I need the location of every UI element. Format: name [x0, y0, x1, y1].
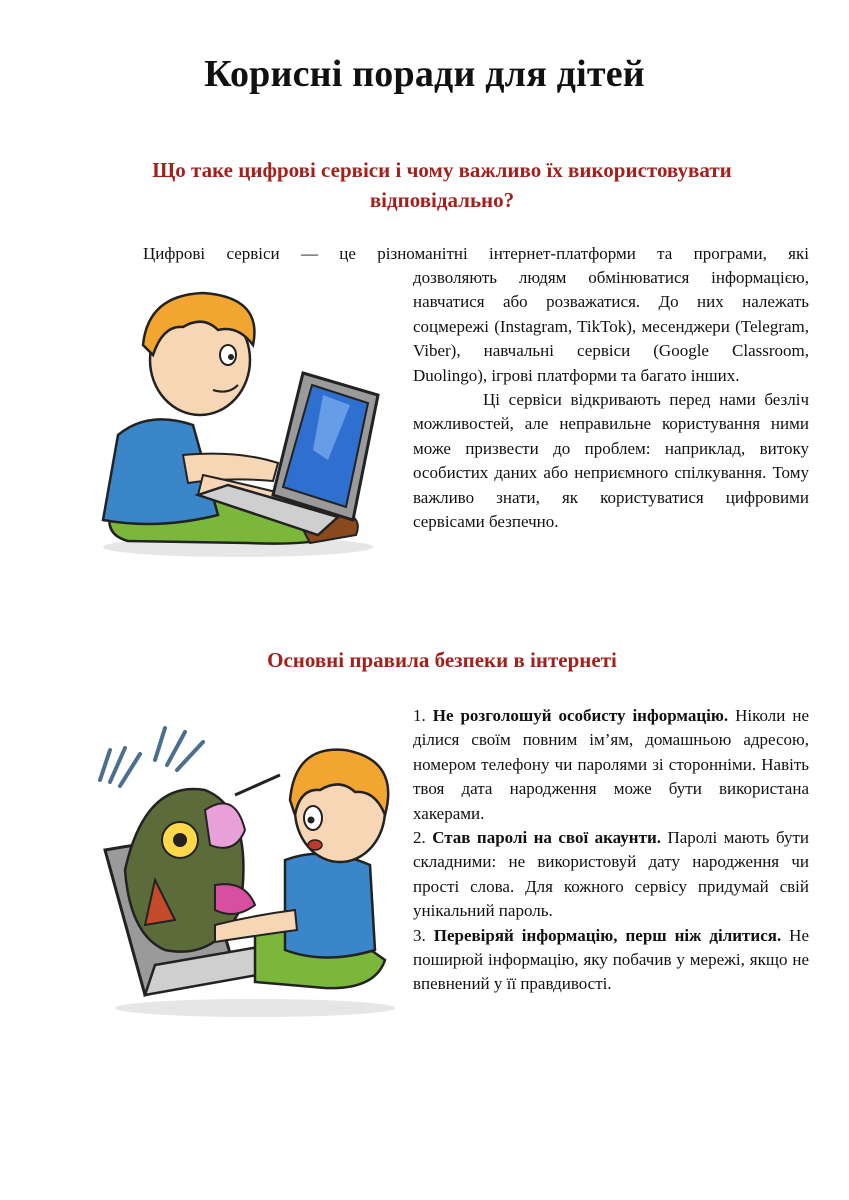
- safety-rules-list: [413, 704, 809, 997]
- heading-line-2: відповідально?: [369, 188, 515, 212]
- section-heading-digital-services: [110, 155, 774, 215]
- rule-item-1: [413, 704, 809, 826]
- page-title: Корисні поради для дітей: [204, 53, 645, 95]
- rule-number: 3.: [413, 925, 426, 945]
- monsters-from-laptop-illustration: [85, 720, 405, 1020]
- heading-line-1: Що таке цифрові сервіси і чому важливо їх використовувати: [152, 158, 732, 182]
- intro-paragraph: дозволяють людям обмінюватися інформацією, навчатися або розважатися. До них належать соцмережі (Instagram, TikTok), месенджери (Telegram, Viber), навчальні сервіси (Google Classroom, Duolingo), ігрові платформи та багато інших.: [413, 268, 809, 385]
- rule-item-3: [413, 924, 809, 997]
- rule-title: Став паролі на свої акаунти.: [432, 828, 661, 848]
- section-heading-safety-rules: Основні правила безпеки в інтернеті: [267, 648, 617, 672]
- rule-item-2: [413, 826, 809, 924]
- intro-first-line: Цифрові сервіси — це різноманітні інтернет-платформи та програми, які: [143, 244, 809, 263]
- services-risk-paragraph: Ці сервіси відкривають перед нами безліч можливостей, але неправильне користування ними може призвести до проблем: наприклад, витоку особистих даних або неприємного спілкування. Тому важливо знати, як користуватися цифровими сервісами безпечно.: [413, 390, 809, 532]
- rule-title: Перевіряй інформацію, перш ніж ділитися.: [433, 925, 782, 945]
- boy-with-laptop-illustration: [88, 285, 388, 565]
- rule-text: Ніколи не ділися своїм повним ім’ям, домашньою адресою, номером телефону чи паролями зі сторонніми. Навіть твоя дата народження може бути використана хакерами.: [413, 706, 809, 823]
- intro-text-column: [413, 266, 809, 534]
- rule-number: 2.: [413, 828, 426, 848]
- rule-text: Паролі мають бути складними: не використовуй дату народження чи прості слова. Для кожного сервісу придумай свій унікальний пароль.: [413, 828, 809, 921]
- rule-title: Не розголошуй особисту інформацію.: [432, 706, 729, 725]
- rule-text: Не поширюй інформацію, яку побачив у мережі, якщо не впевнений у її правдивості.: [413, 925, 809, 994]
- rule-number: 1.: [413, 706, 426, 725]
